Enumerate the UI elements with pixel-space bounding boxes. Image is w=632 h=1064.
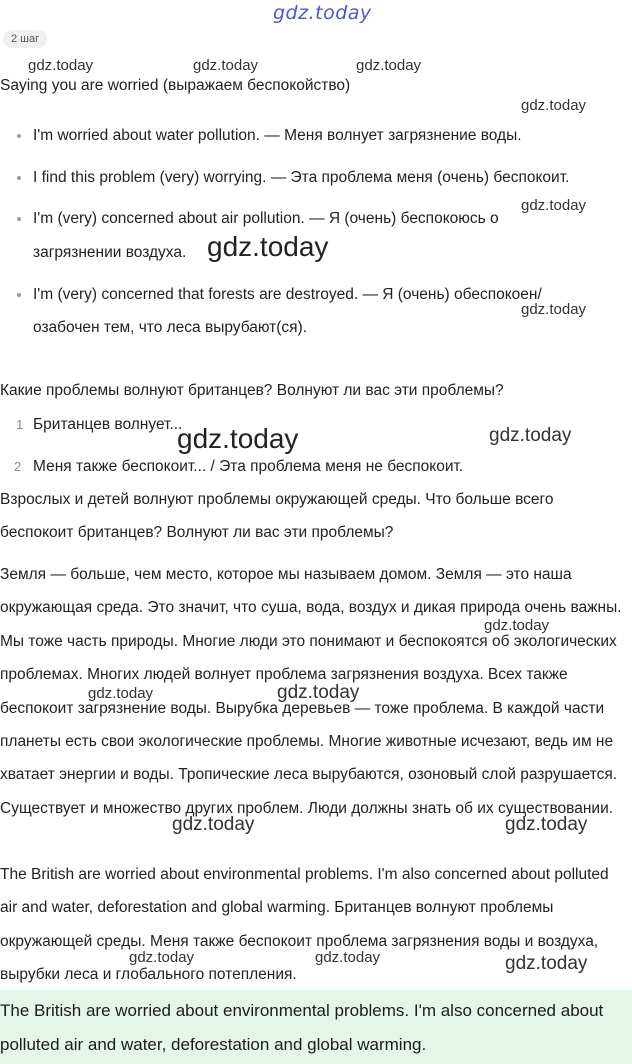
bullet-item: I'm worried about water pollution. — Меня волнует загрязнение воды.	[33, 127, 522, 144]
site-logo[interactable]: gdz.today	[273, 2, 372, 24]
watermark-text: gdz.today	[521, 197, 587, 214]
bullet-dot	[17, 176, 21, 180]
bullet-item: I'm (very) concerned about air pollution. — Я (очень) беспокоюсь о	[33, 210, 499, 227]
watermark-text: gdz.today	[172, 814, 255, 835]
paragraph-text: Земля — больше, чем место, которое мы называем домом. Земля — это наша окружающая среда. Это значит, что суша, вода, воздух и дикая природа очень важны. Мы тоже часть природы. Многие люди это понимают и беспокоятся об экологических проблемах. Многих людей волнует проблема загрязнения воздуха. Всех также беспокоит загрязнение воды. Вырубка деревьев — тоже проблема. В каждой части планеты есть свои экологические проблемы. Многие животные исчезают, ведь им не хватает энергии и воды. Тропические леса вырубаются, озоновый слой разрушается. Существует и множество других проблем. Люди должны знать об их существовании.	[0, 566, 622, 817]
watermark-text: gdz.today	[521, 97, 587, 114]
section-heading: Saying you are worried (выражаем беспокойство)	[0, 77, 351, 94]
watermark-text: gdz.today	[521, 301, 587, 318]
watermark-text: gdz.today	[277, 682, 360, 703]
watermark-text: gdz.today	[88, 685, 154, 702]
bullet-dot	[17, 134, 21, 138]
bullet-dot	[17, 293, 21, 297]
watermark-text: gdz.today	[484, 617, 550, 634]
list-item: Меня также беспокоит... / Эта проблема меня не беспокоит.	[33, 458, 464, 475]
watermark-text: gdz.today	[489, 425, 572, 446]
bullet-item-cont: озабочен тем, что леса вырубают(ся).	[33, 319, 308, 336]
list-item: Британцев волнует...	[33, 416, 183, 433]
watermark-text: gdz.today	[315, 949, 381, 966]
bullet-item: I find this problem (very) worrying. — Эта проблема меня (очень) беспокоит.	[33, 169, 570, 186]
paragraph-answer-draft: The British are worried about environmental problems. I'm also concerned about polluted air and water, deforestation and global warming. Британцев волнуют проблемы окружающей среды. Меня также беспокоит проблема загрязнения воды и воздуха, вырубки леса и глобального потепления.	[0, 866, 609, 984]
watermark-text: gdz.today	[129, 949, 195, 966]
answer-box	[0, 990, 632, 1064]
bullet-item: I'm (very) concerned that forests are destroyed. — Я (очень) обеспокоен/	[33, 286, 542, 303]
watermark-text: gdz.today	[207, 231, 329, 262]
bullet-item-cont: загрязнении воздуха.	[33, 244, 187, 261]
list-number: 2	[14, 459, 22, 474]
answer-text: The British are worried about environmental problems. I'm also concerned about polluted air and water, deforestation and global warming.	[0, 1001, 604, 1054]
question-text: Какие проблемы волнуют британцев? Волнуют ли вас эти проблемы?	[0, 382, 504, 399]
paragraph-intro: Взрослых и детей волнуют проблемы окружающей среды. Что больше всего беспокоит британцев? Волнуют ли вас эти проблемы?	[0, 491, 554, 542]
step-badge: 2 шаг	[3, 30, 47, 48]
watermark-text: gdz.today	[193, 57, 259, 74]
watermark-text: gdz.today	[177, 423, 299, 454]
list-number: 1	[16, 417, 24, 432]
bullet-dot	[17, 217, 21, 221]
watermark-text: gdz.today	[356, 57, 422, 74]
watermark-text: gdz.today	[28, 57, 94, 74]
watermark-text: gdz.today	[505, 953, 588, 974]
watermark-text: gdz.today	[505, 814, 588, 835]
